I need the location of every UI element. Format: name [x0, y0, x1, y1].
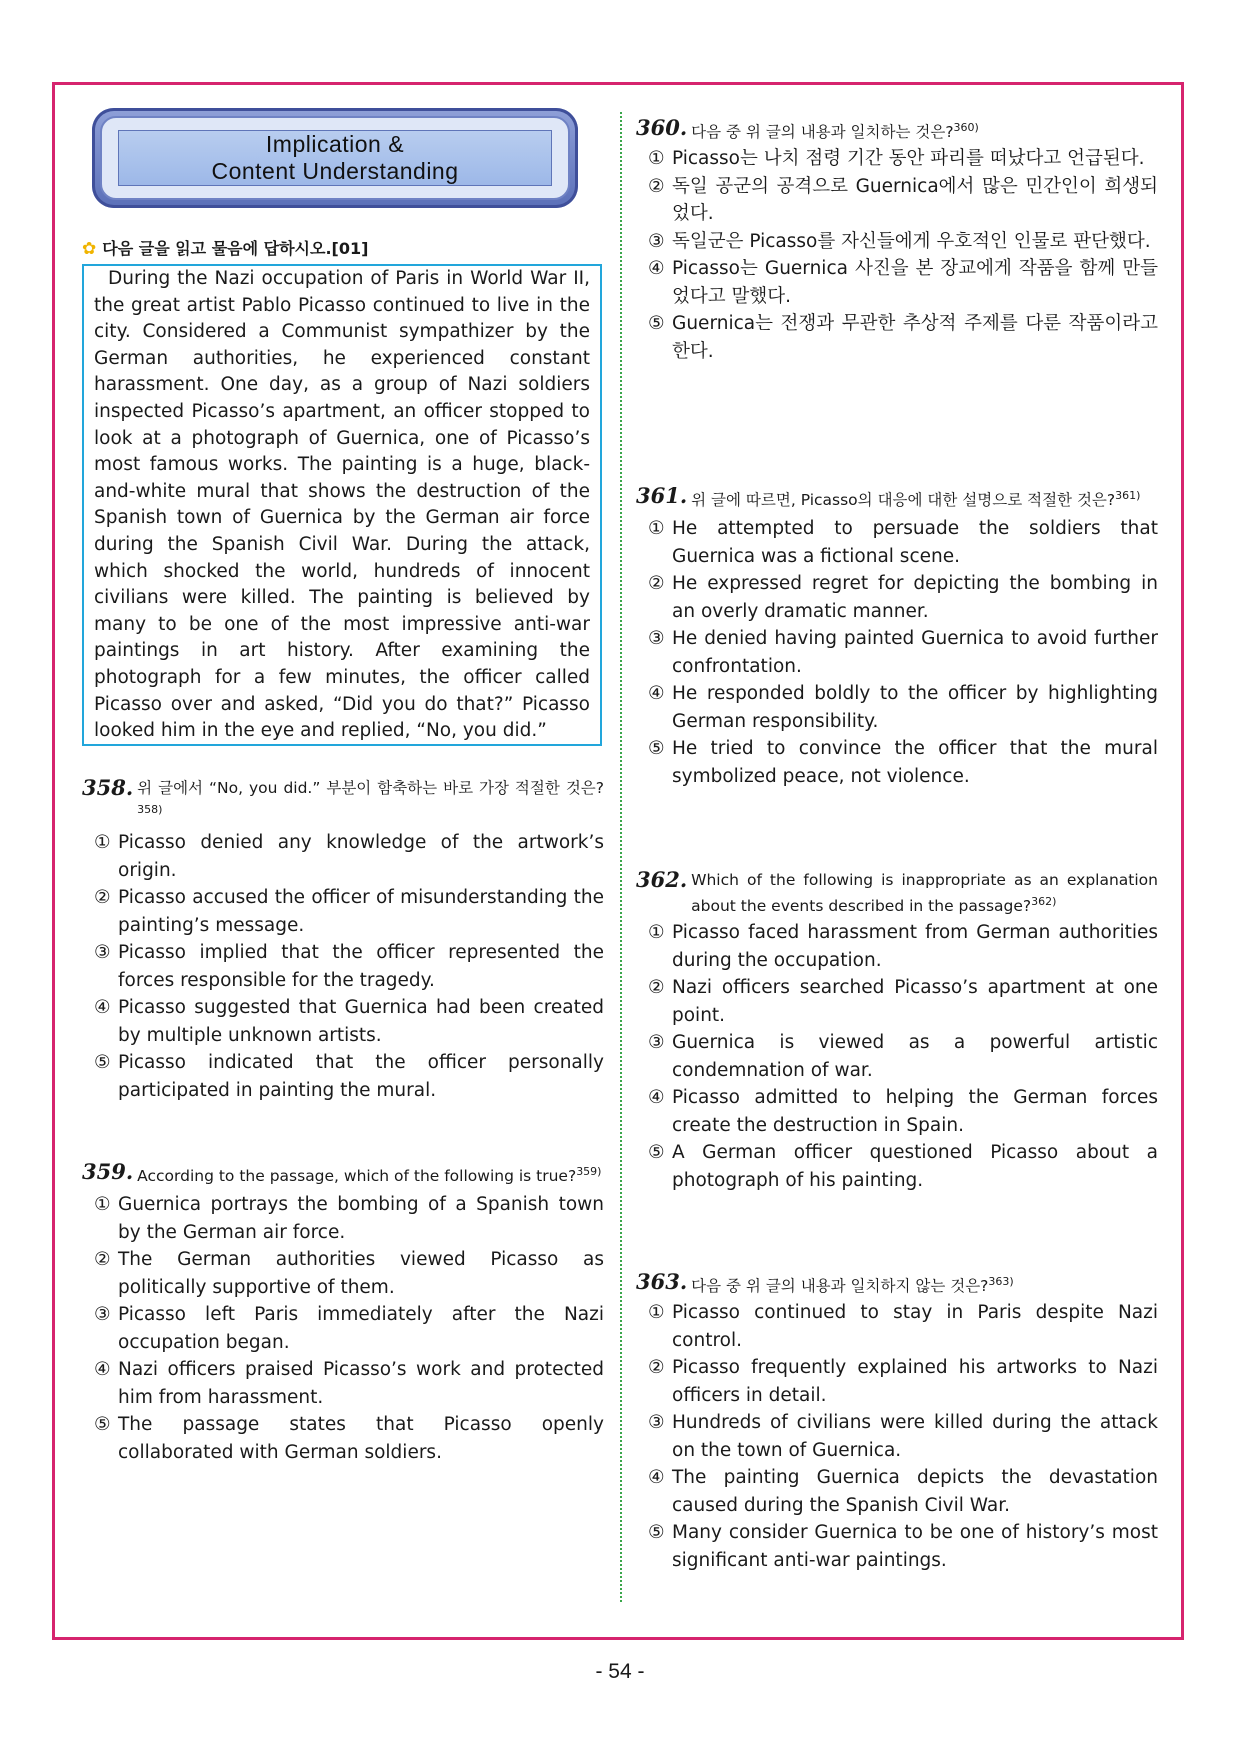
option[interactable]: ① Picasso는 나치 점령 기간 동안 파리를 떠났다고 언급된다. — [648, 148, 1145, 170]
option[interactable]: ③ Hundreds of civilians were killed during the attack on the town of Guernica. — [648, 1412, 1158, 1461]
question-358 — [82, 776, 604, 1104]
option[interactable]: ⑤ He tried to convince the officer that the mural symbolized peace, not violence. — [648, 738, 1158, 787]
question-360 — [636, 116, 1158, 365]
option[interactable]: ① Guernica portrays the bombing of a Spanish town by the German air force. — [94, 1194, 604, 1243]
option[interactable]: ④ Picasso admitted to helping the German forces create the destruction in Spain. — [648, 1087, 1158, 1136]
question-number: 360. — [636, 115, 688, 140]
question-359 — [82, 1160, 604, 1466]
question-text: 다음 중 위 글의 내용과 일치하는 것은?$^{360)}$ — [691, 121, 979, 142]
page-number: - 54 - — [595, 1660, 645, 1683]
option[interactable]: ② The German authorities viewed Picasso as politically supportive of them. — [94, 1249, 604, 1298]
option[interactable]: ③ Picasso implied that the officer represented the forces responsible for the tragedy. — [94, 942, 604, 991]
question-number: 359. — [82, 1159, 134, 1184]
question-362 — [636, 868, 1158, 1194]
option[interactable]: ④ Nazi officers praised Picasso’s work and protected him from harassment. — [94, 1359, 604, 1408]
question-number: 362. — [636, 867, 688, 892]
question-number: 361. — [636, 483, 688, 508]
question-363 — [636, 1270, 1158, 1574]
option[interactable]: ③ Guernica is viewed as a powerful artistic condemnation of war. — [648, 1032, 1158, 1081]
option[interactable]: ② He expressed regret for depicting the bombing in an overly dramatic manner. — [648, 573, 1158, 622]
option[interactable]: ② 독일 공군의 공격으로 Guernica에서 많은 민간인이 희생되었다. — [648, 175, 1158, 225]
option[interactable]: ⑤ Picasso indicated that the officer personally participated in painting the mural. — [94, 1052, 604, 1101]
option[interactable]: ② Nazi officers searched Picasso’s apartment at one point. — [648, 977, 1158, 1026]
instruction-text: 다음 글을 읽고 물음에 답하시오.[01] — [102, 239, 369, 258]
question-text: 다음 중 위 글의 내용과 일치하지 않는 것은?$^{363)}$ — [691, 1275, 1014, 1296]
option[interactable]: ① Picasso continued to stay in Paris despite Nazi control. — [648, 1302, 1158, 1351]
column-divider — [620, 112, 622, 1602]
question-number: 363. — [636, 1269, 688, 1294]
section-title-line1: Implication & — [265, 131, 405, 157]
option[interactable]: ⑤ The passage states that Picasso openly collaborated with German soldiers. — [94, 1414, 604, 1463]
option[interactable]: ① He attempted to persuade the soldiers that Guernica was a fictional scene. — [648, 518, 1158, 567]
instruction — [82, 236, 368, 259]
question-text: 위 글에 따르면, Picasso의 대응에 대한 설명으로 적절한 것은?$^{361)}$ — [691, 489, 1141, 510]
option[interactable]: ⑤ A German officer questioned Picasso about a photograph of his painting. — [648, 1142, 1158, 1191]
option[interactable]: ② Picasso accused the officer of misunderstanding the painting’s message. — [94, 887, 604, 936]
option[interactable]: ③ 독일군은 Picasso를 자신들에게 우호적인 인물로 판단했다. — [648, 230, 1151, 252]
option[interactable]: ③ Picasso left Paris immediately after the Nazi occupation began. — [94, 1304, 604, 1353]
question-number: 358. — [82, 775, 134, 800]
option[interactable]: ④ He responded boldly to the officer by highlighting German responsibility. — [648, 683, 1158, 732]
option[interactable]: ④ Picasso는 Guernica 사진을 본 장교에게 작품을 함께 만들었다고 말했다. — [648, 258, 1158, 307]
option[interactable]: ④ The painting Guernica depicts the devastation caused during the Spanish Civil War. — [648, 1467, 1158, 1516]
option[interactable]: ② Picasso frequently explained his artworks to Nazi officers in detail. — [648, 1357, 1158, 1406]
reading-passage — [82, 264, 602, 746]
question-361 — [636, 484, 1158, 790]
option[interactable]: ⑤ Many consider Guernica to be one of history’s most significant anti-war paintings. — [648, 1522, 1158, 1571]
flower-icon: ✿ — [82, 239, 97, 259]
section-title-line2: Content Understanding — [211, 158, 459, 184]
question-text: 위 글에서 “No, you did.” 부분이 함축하는 바로 가장 적절한 것은?$^{358)}$ — [137, 779, 604, 816]
option[interactable]: ⑤ Guernica는 전쟁과 무관한 추상적 주제를 다룬 작품이라고 한다. — [648, 313, 1158, 362]
option[interactable]: ④ Picasso suggested that Guernica had been created by multiple unknown artists. — [94, 997, 604, 1046]
question-text: Which of the following is inappropriate as an explanation about the events described in the passage?$^{362)}$ — [691, 871, 1158, 916]
option[interactable]: ③ He denied having painted Guernica to avoid further confrontation. — [648, 628, 1158, 677]
option[interactable]: ① Picasso denied any knowledge of the artwork’s origin. — [94, 832, 604, 881]
passage-text: During the Nazi occupation of Paris in World War II, the great artist Pablo Picasso continued to live in the city. Considered a Communist sympathizer by the German authorities, he experienced constant harassment. One day, as a group of Nazi soldiers inspected Picasso’s apartment, an officer stopped to look at a photograph of Guernica, one of Picasso’s most famous works. The painting is a huge, black-and-white mural that shows the destruction of the Spanish town of Guernica by the German air force during the Spanish Civil War. During the attack, which shocked the world, hundreds of innocent civilians were killed. The painting is believed by many to be one of the most impressive anti-war paintings in art history. After examining the photograph for a few minutes, the officer called Picasso over and asked, “Did you do that?” Picasso looked him in the eye and replied, “No, you did.” — [94, 268, 590, 742]
question-text: According to the passage, which of the following is true?$^{359)}$ — [137, 1165, 602, 1186]
section-header-badge — [92, 108, 578, 208]
option[interactable]: ① Picasso faced harassment from German authorities during the occupation. — [648, 922, 1158, 971]
